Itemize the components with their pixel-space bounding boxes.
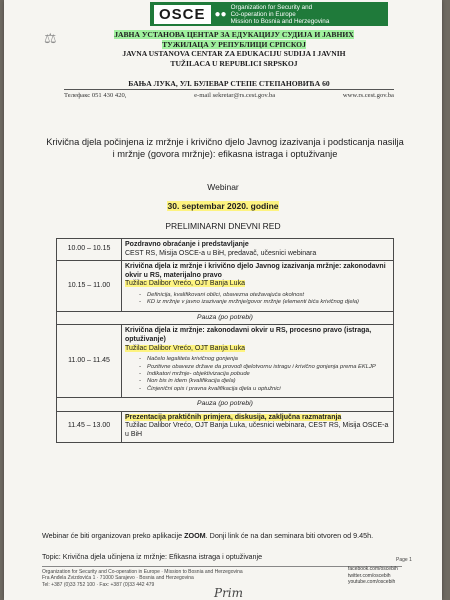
osce-logo-banner (150, 2, 388, 26)
agenda-pause-row: Pauza (po potrebi) (57, 311, 394, 325)
agenda-item: Pozdravno obraćanje i predstavljanje CEST RS, Misija OSCE-a u BiH, predavač, učesnici webinara (122, 239, 394, 261)
agenda-time: 11.00 – 11.45 (57, 325, 122, 398)
event-type: Webinar (207, 182, 239, 192)
webinar-topic: Topic: Krivična djela učinjena iz mržnje: Efikasna istraga i optuživanje (42, 552, 263, 561)
institution-name: ЈАВНА УСТАНОВА ЦЕНТАР ЗА ЕДУКАЦИЈУ СУДИЈА И ЈАВНИХ ТУЖИЛАЦА У РЕПУБЛИЦИ СРПСКОЈ JAVNA USTANOVA CENTAR ZA EDUKACIJU SUDIJA I JAVNIH TUŽILACA U REPUBLICI SRPSKOJ (114, 30, 354, 68)
page-number: Page 1 (396, 557, 412, 563)
contact-line (64, 92, 394, 99)
document-page (4, 0, 442, 600)
osce-logo-dots: ●● (214, 8, 227, 20)
agenda-row (57, 325, 394, 398)
youtube-link[interactable]: youtube.com/oscebih (348, 579, 396, 586)
agenda-item: Prezentacija praktičnih primjera, diskusija, zaključna razmatranja Tužilac Dalibor Vrećo, OJT Banja Luka, učesnici webinara, CEST RS, Misija OSCE-a u BiH (122, 411, 394, 442)
event-date: 30. septembar 2020. godine (167, 201, 279, 211)
agenda-table (56, 238, 394, 443)
scales-of-justice-icon: ⚖ (44, 30, 57, 46)
agenda-row (57, 261, 394, 312)
agenda-heading: PRELIMINARNI DNEVNI RED (165, 221, 281, 231)
twitter-link[interactable]: twitter.com/oscebih (348, 572, 391, 579)
osce-org-name: Organization for Security and Co-operation in Europe Mission to Bosnia and Herzegovina (230, 3, 330, 25)
agenda-time: 10.00 – 10.15 (57, 239, 122, 261)
agenda-item: Krivična djela iz mržnje: zakonodavni okvir u RS, procesno pravo (istraga, optuživanje) Tužilac Dalibor Vrećo, OJT Banja Luka - Načelo legaliteta krivičnog gonjenja - Pozitivne obaveze države da provodi djelotvornu istragu i krivično gonjenja prema EKLJP - Indikatori mržnje- objektivizacija pobude - Non bis in idem (kvalifikacija djela) - Činjenični opis i pravna kvalifikacija djela u optužnici (122, 325, 394, 398)
website-link[interactable]: www.rs.cest.gov.ba (342, 92, 394, 99)
handwritten-signature: Prim (214, 586, 244, 600)
webinar-note: Webinar će biti organizovan preko aplikacije ZOOM. Donji link će na dan seminara biti otvoren od 9.45h. (42, 531, 374, 540)
institution-address: БАЊА ЛУКА, УЛ. БУЛЕВАР СТЕПЕ СТЕПАНОВИЋА 60 (64, 79, 394, 90)
agenda-row (57, 411, 394, 442)
agenda-item: Krivična djela iz mržnje i krivično djelo Javnog izazivanja mržnje: zakonodavni okvir u RS, materijalno pravo Tužilac Dalibor Vrećo, OJT Banja Luka - Definicija, kvalifikovani oblici, obavezna otežavajuća okolnost - KD iz mržnje v javno izazivanje mržnje/govor mržnje (elementi bića krivičnog djela) (122, 261, 394, 312)
social-links (348, 566, 398, 586)
agenda-time: 10.15 – 11.00 (57, 261, 122, 312)
document-title: Krivična djela počinjena iz mržnje i krivično djelo Javnog izazivanja i podsticanja nasilja i mržnje (govora mržnje): efikasna istraga i optuživanje (46, 137, 404, 159)
phone-text: Телефакс 051 430 420, (64, 92, 127, 99)
facebook-link[interactable]: facebook.com/oscebih (348, 566, 398, 572)
osce-logo: OSCE (154, 5, 211, 24)
agenda-row (57, 239, 394, 261)
page-footer: Organization for Security and Co-operation in Europe · Mission to Bosnia and Herzegovina Fra Anđela Zvizdovića 1 · 71000 Sarajevo · Bosnia and Herzegovina Tel: +387 (0)33 752 100 · Fax: +387 (0)33 442 479 (42, 566, 402, 588)
agenda-time: 11.45 – 13.00 (57, 411, 122, 442)
email-link[interactable]: e-mail sekretar@rs.cest.gov.ba (194, 92, 276, 99)
agenda-pause-row: Pauza (po potrebi) (57, 398, 394, 412)
agenda-points: - Načelo legaliteta krivičnog gonjenja - Pozitivne obaveze države da provodi djelotvornu istragu i krivično gonjenja prema EKLJP - Indikatori mržnje- objektivizacija pobude - Non bis in idem (kvalifikacija djela) - Činjenični opis i pravna kvalifikacija djela u optužnici (139, 356, 390, 393)
agenda-points: - Definicija, kvalifikovani oblici, obavezna otežavajuća okolnost - KD iz mržnje v javno izazivanje mržnje/govor mržnje (elementi bića krivičnog djela) (139, 292, 390, 307)
